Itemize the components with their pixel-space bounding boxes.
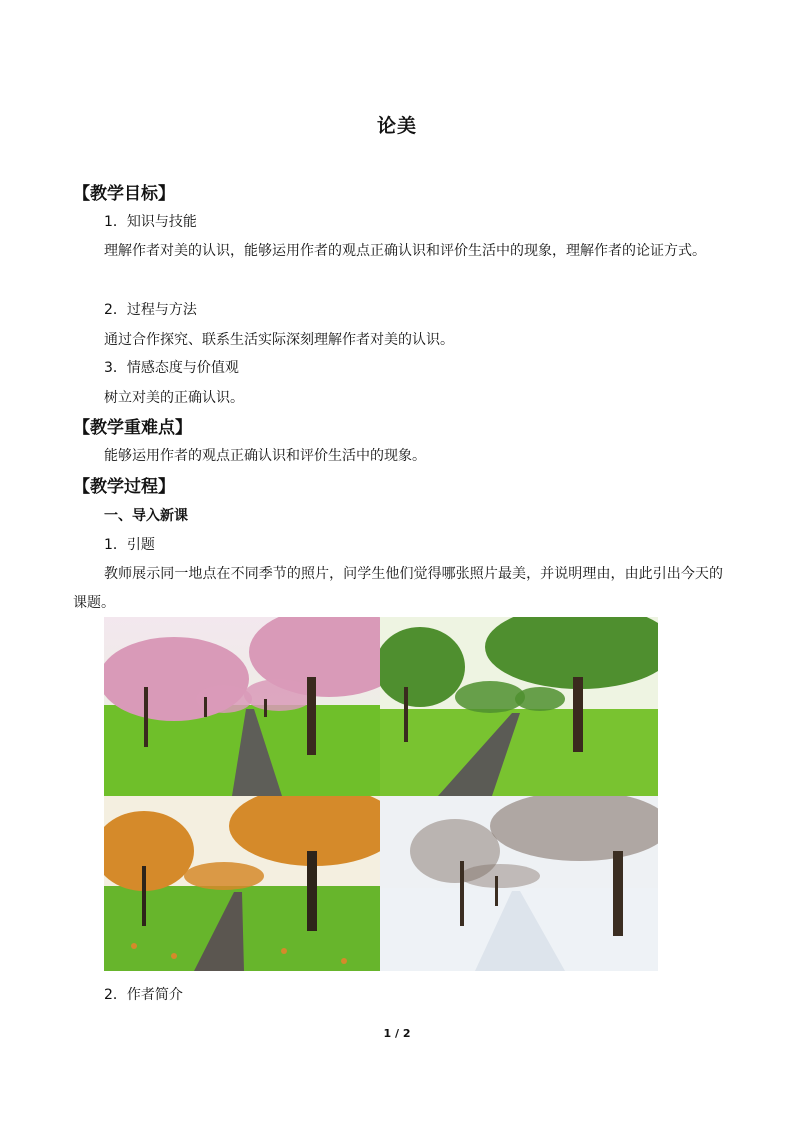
winter-photo xyxy=(380,796,658,971)
step1-item1-text: 教师展示同一地点在不同季节的照片，问学生他们觉得哪张照片最美，并说明理由，由此引出今天的课题。 xyxy=(73,566,723,611)
page-title: 论美 xyxy=(376,115,417,137)
goal2-label: 2．过程与方法 xyxy=(104,302,197,318)
canopy xyxy=(184,862,264,890)
goal3-text: 树立对美的正确认识。 xyxy=(104,390,244,406)
goal3-label: 3．情感态度与价值观 xyxy=(104,360,239,376)
canopy xyxy=(244,679,314,711)
step1-item2-label: 2．作者简介 xyxy=(104,987,183,1003)
heading-teaching-goals: 【教学目标】 xyxy=(73,184,175,204)
grass xyxy=(380,709,658,796)
canopy xyxy=(455,681,525,713)
heading-teaching-process: 【教学过程】 xyxy=(73,477,175,497)
goal1-label: 1．知识与技能 xyxy=(104,214,197,230)
key-points-text: 能够运用作者的观点正确认识和评价生活中的现象。 xyxy=(104,448,426,464)
canopy xyxy=(515,687,565,711)
four-seasons-photo-grid xyxy=(104,617,658,971)
summer-photo xyxy=(380,617,658,796)
autumn-photo xyxy=(104,796,380,971)
goal1-text: 理解作者对美的认识，能够运用作者的观点正确认识和评价生活中的现象，理解作者的论证方式。 xyxy=(104,243,706,259)
step1-item1-label: 1．引题 xyxy=(104,537,155,553)
spring-photo xyxy=(104,617,380,796)
goal2-text: 通过合作探究、联系生活实际深刻理解作者对美的认识。 xyxy=(104,332,454,348)
step1-heading: 一、导入新课 xyxy=(104,508,188,524)
canopy xyxy=(460,864,540,888)
page-number: 1 / 2 xyxy=(383,1027,411,1040)
heading-key-points: 【教学重难点】 xyxy=(73,418,192,438)
